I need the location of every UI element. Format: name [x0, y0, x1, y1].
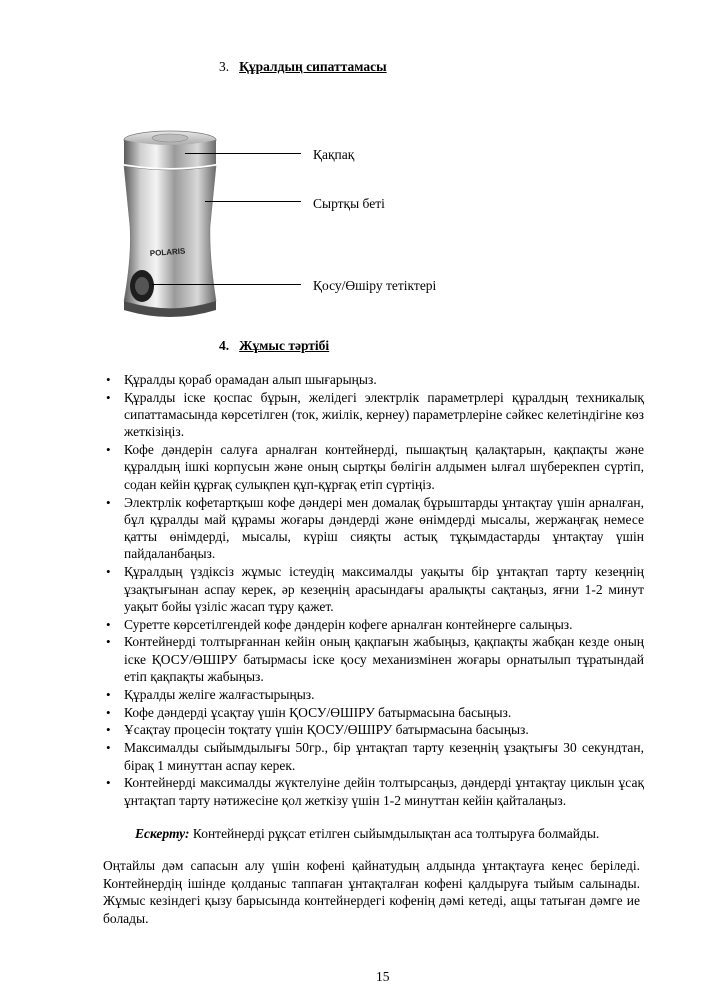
list-item: • Электрлік кофетартқыш кофе дәндері мен домалақ бұрыштарды ұнтақтау үшін арналған, бұл құралды май құрамы жоғары дәндерді және өнімдерді мысалы, жержаңғақ немесе қатты өнімдерді, мысалы, күріш сияқты астық тұқымдастарды ұнтақтау үшін пайдаланбаңыз.: [103, 494, 644, 563]
instructions-list: [103, 371, 644, 809]
list-item: • Ұсақтау процесін тоқтату үшін ҚОСУ/ӨШІРУ батырмасына басыңыз.: [103, 721, 644, 738]
callout-line-switch: [152, 284, 301, 285]
callout-line-lid: [185, 153, 301, 154]
section-4-title: Жұмыс тәртібі: [239, 338, 330, 353]
label-outer-surface: Сыртқы беті: [313, 196, 385, 211]
label-on-off-switch: Қосу/Өшіру тетіктері: [313, 278, 437, 293]
section-3-number: 3.: [219, 59, 230, 74]
section-4-heading: [219, 338, 329, 354]
page-number: 15: [376, 969, 390, 984]
list-item: • Кофе дәндерін салуға арналған контейнерді, пышақтың қалақтарын, қақпақты және құралдың ішкі корпусын және оның сыртқы бөлігін алдымен ылғал шүберекпен сүртіп, содан кейін құрғақ сулықпен құп-құрғақ етіп сүртіңіз.: [103, 441, 644, 493]
section-3-title: Құралдың сипаттамасы: [239, 59, 387, 74]
brand-logo-text: POLARIS: [149, 246, 186, 258]
label-lid: Қақпақ: [313, 147, 355, 162]
list-item: • Контейнерді максималды жүктелуіне дейін толтырсаңыз, дәндерді ұнтақтау циклын ұсақ ұнтақтап тарту нәтижесіне қол жеткізу үшін 1-2 минуттан кейін қайталаңыз.: [103, 774, 644, 809]
list-item: • Құралдың үздіксіз жұмыс істеудің максималды уақыты бір ұнтақтап тарту кезеңнің ұзақтығынан аспау керек, әр кезеңнің арасындағы аралықты сақтаңыз, яғни 1-2 минут уақыт бойы үзіліс жасап тұру қажет.: [103, 563, 644, 615]
advice-paragraph: Оңтайлы дәм сапасын алу үшін кофені қайнатудың алдында ұнтақтауға кеңес беріледі. Контейнердің ішінде қолданыс таппаған ұнтақталған кофені қалдыруға тыйым салынады. Жұмыс кезіндегі қызу барысында контейнердегі кофенің дәмі кетеді, ащы татыған дәмге ие болады.: [103, 858, 640, 926]
list-item: • Контейнерді толтырғаннан кейін оның қақпағын жабыңыз, қақпақты жабқан кезде оның іске ҚОСУ/ӨШІРУ батырмасы іске қосу механизмінен жоғары орнатылып тұратындай етіп қақпақты жабыңыз.: [103, 633, 644, 685]
coffee-grinder-image: [112, 126, 232, 326]
section-4-number: 4.: [219, 338, 230, 353]
list-item: • Максималды сыйымдылығы 50гр., бір ұнтақтап тарту кезеңнің ұзақтығы 30 секундтан, бірақ 1 минуттан аспау керек.: [103, 739, 644, 774]
list-item: • Құралды іске қоспас бұрын, желідегі электрлік параметрлері құралдың техникалық сипаттамасында көрсетілген (ток, жиілік, кернеу) параметрлеріне сәйкес келетіндігіне көз жеткізіңіз.: [103, 389, 644, 441]
list-item: • Құралды желіге жалғастырыңыз.: [103, 686, 644, 703]
list-item: • Құралды қораб орамадан алып шығарыңыз.: [103, 371, 644, 388]
warning-label: Ескерту:: [135, 826, 190, 841]
callout-line-surface: [205, 201, 301, 202]
list-item: • Суретте көрсетілгендей кофе дәндерін кофеге арналған контейнерге салыңыз.: [103, 616, 644, 633]
warning-note: [135, 826, 599, 842]
warning-text: Контейнерді рұқсат етілген сыйымдылықтан аса толтыруға болмайды.: [189, 826, 600, 841]
section-3-heading: [219, 59, 387, 75]
list-item: • Кофе дәндерді ұсақтау үшін ҚОСУ/ӨШІРУ батырмасына басыңыз.: [103, 704, 644, 721]
